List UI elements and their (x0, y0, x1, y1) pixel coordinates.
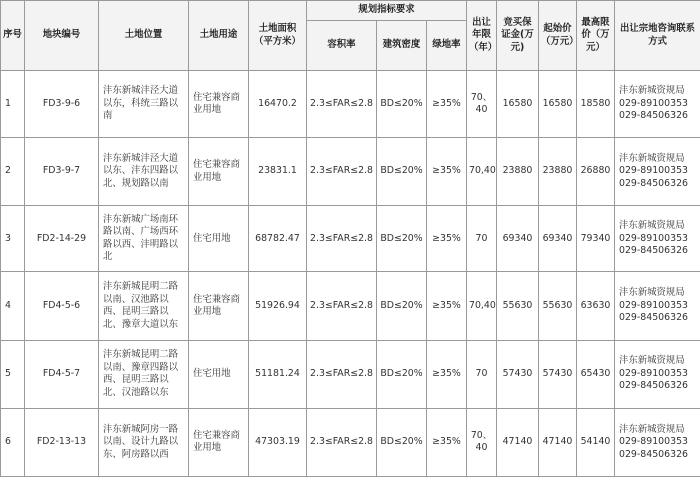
cell-location: 沣东新城昆明二路以南、汉池路以西、昆明三路以北、豫章大道以东 (99, 272, 189, 340)
header-green: 绿地率 (427, 21, 467, 71)
cell-deposit: 55630 (497, 272, 539, 340)
header-deposit: 竞买保证金(万元) (497, 1, 539, 71)
cell-location: 沣东新城沣泾大道以东、沣东四路以北、规划路以南 (99, 138, 189, 206)
cell-term: 70 (467, 206, 497, 272)
cell-start-price: 23880 (539, 138, 577, 206)
header-area: 土地面积（平方米） (249, 1, 307, 71)
cell-area: 51926.94 (249, 272, 307, 340)
cell-seq: 6 (1, 408, 25, 476)
cell-usage: 住宅兼容商业用地 (189, 138, 249, 206)
cell-start-price: 47140 (539, 408, 577, 476)
table-row (1, 71, 700, 138)
cell-plot-no: FD4-5-7 (25, 340, 99, 408)
cell-start-price: 55630 (539, 272, 577, 340)
cell-location: 沣东新城昆明二路以南、豫章四路以西、昆明三路以北、汉池路以东 (99, 340, 189, 408)
cell-far: 2.3≤FAR≤2.8 (307, 272, 377, 340)
cell-max-price: 26880 (577, 138, 615, 206)
cell-location: 沣东新城广场南环路以南、广场西环路以西、沣明路以北 (99, 206, 189, 272)
cell-deposit: 23880 (497, 138, 539, 206)
cell-area: 23831.1 (249, 138, 307, 206)
header-start-price: 起始价（万元） (539, 1, 577, 71)
cell-contact: 沣东新城资规局 029-89100353 029-84506326 (615, 138, 700, 206)
header-seq: 序号 (1, 1, 25, 71)
cell-max-price: 79340 (577, 206, 615, 272)
cell-term: 70、40 (467, 71, 497, 138)
cell-far: 2.3≤FAR≤2.8 (307, 206, 377, 272)
cell-start-price: 69340 (539, 206, 577, 272)
cell-deposit: 16580 (497, 71, 539, 138)
cell-plot-no: FD3-9-7 (25, 138, 99, 206)
cell-area: 51181.24 (249, 340, 307, 408)
cell-contact: 沣东新城资规局 029-89100353 029-84506326 (615, 71, 700, 138)
header-plot-no: 地块编号 (25, 1, 99, 71)
cell-plot-no: FD2-13-13 (25, 408, 99, 476)
cell-far: 2.3≤FAR≤2.8 (307, 340, 377, 408)
cell-term: 70,40 (467, 138, 497, 206)
header-contact: 出让宗地咨询联系方式 (615, 1, 700, 71)
cell-seq: 2 (1, 138, 25, 206)
cell-green: ≥35% (427, 272, 467, 340)
cell-start-price: 16580 (539, 71, 577, 138)
cell-green: ≥35% (427, 340, 467, 408)
header-max-price: 最高限价（万元） (577, 1, 615, 71)
cell-location: 沣东新城沣泾大道以东，科统三路以南 (99, 71, 189, 138)
table-row (1, 340, 700, 408)
cell-term: 70,40 (467, 272, 497, 340)
cell-area: 47303.19 (249, 408, 307, 476)
cell-density: BD≤20% (377, 71, 427, 138)
cell-far: 2.3≤FAR≤2.8 (307, 138, 377, 206)
cell-density: BD≤20% (377, 272, 427, 340)
cell-density: BD≤20% (377, 340, 427, 408)
cell-max-price: 63630 (577, 272, 615, 340)
table-row (1, 408, 700, 476)
cell-far: 2.3≤FAR≤2.8 (307, 408, 377, 476)
cell-contact: 沣东新城资规局 029-89100353 029-84506326 (615, 408, 700, 476)
cell-plot-no: FD2-14-29 (25, 206, 99, 272)
cell-plot-no: FD3-9-6 (25, 71, 99, 138)
cell-usage: 住宅兼容商业用地 (189, 408, 249, 476)
header-planning: 规划指标要求 (307, 1, 467, 21)
cell-area: 68782.47 (249, 206, 307, 272)
cell-usage: 住宅兼容商业用地 (189, 71, 249, 138)
cell-green: ≥35% (427, 206, 467, 272)
cell-seq: 5 (1, 340, 25, 408)
cell-term: 70、40 (467, 408, 497, 476)
cell-contact: 沣东新城资规局 029-89100353 029-84506326 (615, 340, 700, 408)
header-term: 出让年限（年） (467, 1, 497, 71)
cell-plot-no: FD4-5-6 (25, 272, 99, 340)
table-row (1, 272, 700, 340)
cell-usage: 住宅用地 (189, 206, 249, 272)
table-row (1, 206, 700, 272)
cell-contact: 沣东新城资规局 029-89100353 029-84506326 (615, 272, 700, 340)
cell-area: 16470.2 (249, 71, 307, 138)
cell-start-price: 57430 (539, 340, 577, 408)
cell-term: 70 (467, 340, 497, 408)
cell-green: ≥35% (427, 138, 467, 206)
cell-deposit: 47140 (497, 408, 539, 476)
header-far: 容积率 (307, 21, 377, 71)
cell-max-price: 65430 (577, 340, 615, 408)
cell-far: 2.3≤FAR≤2.8 (307, 71, 377, 138)
cell-density: BD≤20% (377, 138, 427, 206)
cell-density: BD≤20% (377, 206, 427, 272)
table-row (1, 138, 700, 206)
header-usage: 土地用途 (189, 1, 249, 71)
cell-usage: 住宅用地 (189, 340, 249, 408)
cell-deposit: 57430 (497, 340, 539, 408)
cell-location: 沣东新城阿房一路以南、设计九路以东、阿房路以西 (99, 408, 189, 476)
cell-seq: 3 (1, 206, 25, 272)
cell-seq: 4 (1, 272, 25, 340)
cell-deposit: 69340 (497, 206, 539, 272)
cell-green: ≥35% (427, 71, 467, 138)
cell-max-price: 18580 (577, 71, 615, 138)
cell-max-price: 54140 (577, 408, 615, 476)
cell-seq: 1 (1, 71, 25, 138)
cell-green: ≥35% (427, 408, 467, 476)
cell-usage: 住宅兼容商业用地 (189, 272, 249, 340)
cell-contact: 沣东新城资规局 029-89100353 029-84506326 (615, 206, 700, 272)
header-density: 建筑密度 (377, 21, 427, 71)
cell-density: BD≤20% (377, 408, 427, 476)
header-location: 土地位置 (99, 1, 189, 71)
